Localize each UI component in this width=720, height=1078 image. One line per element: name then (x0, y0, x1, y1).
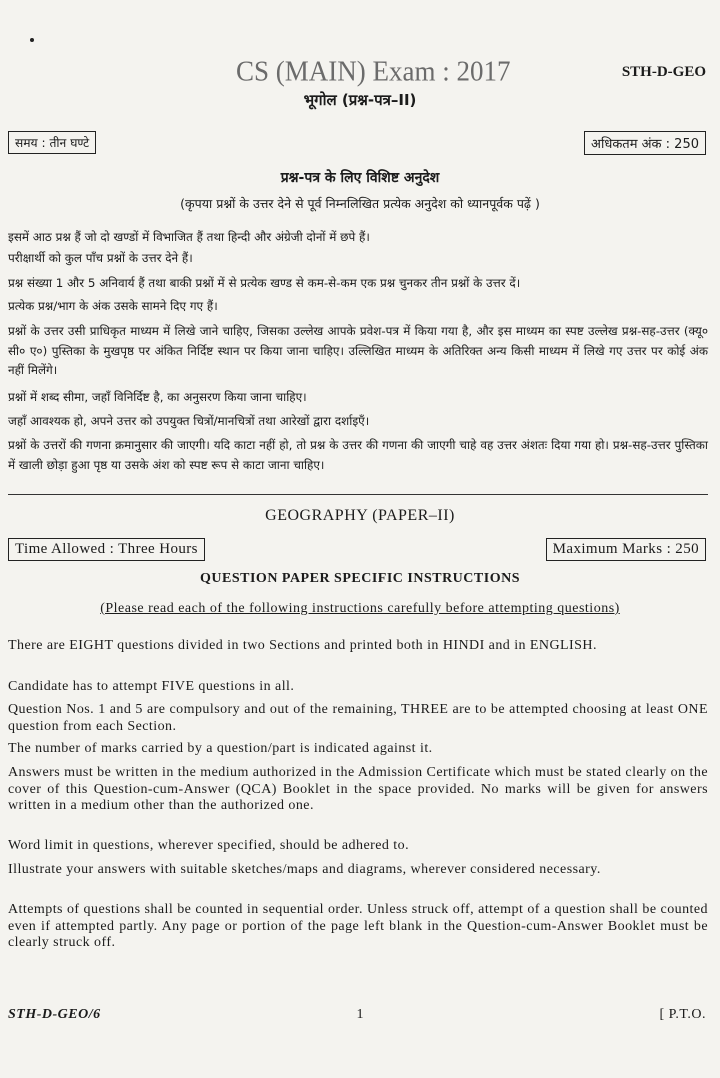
english-instructions-heading: QUESTION PAPER SPECIFIC INSTRUCTIONS (200, 571, 520, 586)
english-instruction-2: Candidate has to attempt FIVE questions in all. (8, 679, 295, 694)
english-instruction-5: Answers must be written in the medium authorized in the Admission Certificate which must be stated clearly on the cover of this Question-cum-Answer (QCA) Booklet in the space provided. No marks will be given for answers written in a medium other than the authorized one. (8, 765, 708, 813)
english-subject-title: GEOGRAPHY (PAPER–II) (265, 507, 455, 524)
english-instructions-subheading: (Please read each of the following instructions carefully before attempting questions) (100, 601, 620, 616)
hindi-instruction-7: जहाँ आवश्यक हो, अपने उत्तर को उपयुक्त चित्रों/मानचित्रों तथा आरेखों द्वारा दर्शाइएँ। (8, 414, 370, 428)
hindi-instruction-8: प्रश्नों के उत्तरों की गणना क्रमानुसार की जाएगी। यदि काटा नहीं हो, तो प्रश्न के उत्तर की गणना की जाएगी चाहे वह उत्तर अंशतः दिया गया हो। प्रश्न-सह-उत्तर पुस्तिका में खाली छोड़ा हुआ पृष्ठ या उसके अंश को स्पष्ट रूप से काटा जाना चाहिए। (8, 438, 708, 472)
footer-paper-code: STH-D-GEO/6 (8, 1007, 101, 1022)
hindi-instruction-2: परीक्षार्थी को कुल पाँच प्रश्नों के उत्तर देने हैं। (8, 251, 193, 265)
hindi-instruction-5: प्रश्नों के उत्तर उसी प्राधिकृत माध्यम में लिखे जाने चाहिए, जिसका उल्लेख आपके प्रवेश-पत्र में किया गया है, और इस माध्यम का स्पष्ट उल्लेख प्रश्न-सह-उत्तर (क्यू० सी० ए०) पुस्तिका के मुखपृष्ठ पर अंकित निर्दिष्ट स्थान पर किया जाना चाहिए। उल्लिखित माध्यम के अतिरिक्त अन्य किसी माध्यम में लिखे गए उत्तर पर कोई अंक नहीं मिलेंगे। (8, 324, 708, 377)
paper-code: STH-D-GEO (621, 64, 706, 80)
english-instruction-6: Word limit in questions, wherever specified, should be adhered to. (8, 838, 410, 853)
english-max-marks-box: Maximum Marks : 250 (546, 538, 706, 561)
hindi-time-box: समय : तीन घण्टे (8, 131, 96, 154)
footer-page-number: 1 (356, 1007, 364, 1022)
english-instruction-4: The number of marks carried by a question/part is indicated against it. (8, 741, 433, 756)
hindi-max-marks-box: अधिकतम अंक : 250 (584, 131, 706, 155)
footer-pto: [ P.T.O. (659, 1007, 706, 1022)
hindi-instructions-heading: प्रश्न-पत्र के लिए विशिष्ट अनुदेश (280, 170, 440, 186)
exam-stamp: CS (MAIN) Exam : 2017 (236, 55, 511, 87)
english-instruction-7: Illustrate your answers with suitable sketches/maps and diagrams, wherever considered necessary. (8, 862, 601, 877)
section-divider (8, 494, 708, 495)
hindi-subject-title: भूगोल (प्रश्न-पत्र–II) (303, 91, 417, 109)
hindi-instruction-4: प्रत्येक प्रश्न/भाग के अंक उसके सामने दिए गए हैं। (8, 299, 218, 313)
english-instruction-1: There are EIGHT questions divided in two Sections and printed both in HINDI and in ENGLISH. (8, 638, 597, 653)
english-time-box: Time Allowed : Three Hours (8, 538, 205, 561)
hindi-instruction-6: प्रश्नों में शब्द सीमा, जहाँ विनिर्दिष्ट है, का अनुसरण किया जाना चाहिए। (8, 390, 307, 404)
hindi-instruction-3: प्रश्न संख्या 1 और 5 अनिवार्य हैं तथा बाकी प्रश्नों में से प्रत्येक खण्ड से कम-से-कम एक प्रश्न चुनकर तीन प्रश्नों के उत्तर दें। (8, 276, 521, 290)
hindi-instructions-subheading: (कृपया प्रश्नों के उत्तर देने से पूर्व निम्नलिखित प्रत्येक अनुदेश को ध्यानपूर्वक पढ़ें ) (180, 196, 540, 211)
hindi-instruction-1: इसमें आठ प्रश्न हैं जो दो खण्डों में विभाजित हैं तथा हिन्दी और अंग्रेजी दोनों में छपे हैं। (8, 230, 370, 244)
english-instruction-3: Question Nos. 1 and 5 are compulsory and out of the remaining, THREE are to be attempted choosing at least ONE question from each Section. (8, 702, 708, 734)
english-instruction-8: Attempts of questions shall be counted in sequential order. Unless struck off, attempt of a question shall be counted even if attempted partly. Any page or portion of the page left blank in the Question-cum-Answer Booklet must be clearly struck off. (8, 902, 708, 950)
ink-dot (30, 38, 34, 42)
